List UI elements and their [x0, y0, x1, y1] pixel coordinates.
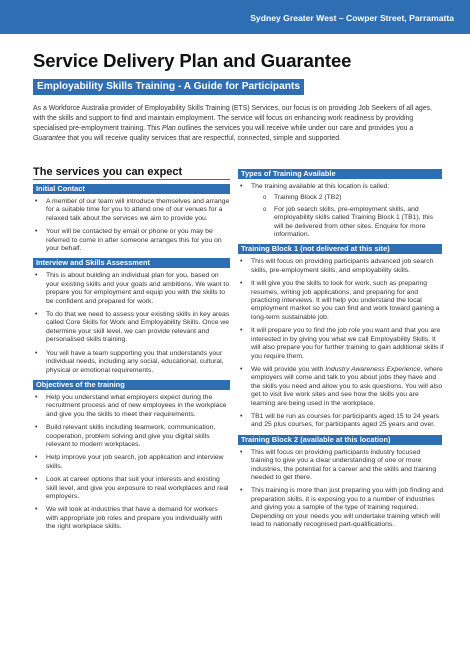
list-item: • You will have a team supporting you that understands your individual needs, including any social, educational, cultural, physical or emotional requirements.: [35, 349, 224, 374]
industry-awareness-term: Industry Awareness Experience: [325, 365, 421, 373]
section-heading-objectives: Objectives of the training: [33, 380, 230, 390]
bullet-icon: •: [240, 327, 243, 335]
intro-paragraph: [33, 104, 443, 144]
intro-guarantee-word: Guarantee: [33, 134, 66, 142]
tb1-list: [238, 258, 444, 429]
bullet-icon: •: [240, 412, 243, 420]
intro-text-3: that you will receive quality services that are respectful, connected, simple and supported.: [65, 134, 341, 142]
list-item: • It will prepare you to find the job role you want and that you are interested in by giving you what we call Employability Skills. It will also prepare you for further training to gain additional skills if you require them.: [240, 327, 444, 360]
bullet-icon: •: [240, 365, 243, 373]
bullet-icon: •: [35, 393, 38, 401]
bullet-icon: •: [240, 280, 243, 288]
list-item: • It will give you the skills to look for work, such as preparing resumes, writing job applications, and preparing for and practicing interviews. It will help you understand the local employment market so you can find and work toward gaining a long-term sustainable job.: [240, 280, 440, 321]
sub-list-item: o Training Block 2 (TB2): [263, 194, 342, 202]
bullet-icon: •: [240, 258, 243, 266]
location-label: Sydney Greater West – Cowper Street, Parramatta: [250, 13, 454, 23]
list-item: • A member of our team will introduce themselves and arrange for a suitable time for you to attend one of our venues for a relaxed talk about the services we aim to provide you.: [35, 198, 230, 222]
circle-bullet-icon: o: [263, 195, 267, 202]
list-item: • The training available at this location is called: o Training Block 2 (TB2) o For job search skills, pre-employment skills, and employability skills called Training Block 1 (TB1), this will be delivered from other sites. Enquire for more information.: [238, 183, 444, 239]
objectives-list: [33, 394, 230, 532]
header-bar: [0, 0, 470, 34]
list-item: • This will focus on providing participants advanced job search skills, pre-employment skills, and employability skills.: [240, 258, 434, 274]
bullet-icon: •: [240, 183, 243, 190]
bullet-icon: •: [35, 454, 38, 462]
section-heading-tb1: Training Block 1 (not delivered at this site): [238, 244, 442, 254]
bullet-icon: •: [35, 272, 38, 280]
bullet-icon: •: [35, 506, 38, 514]
section-heading-interview: Interview and Skills Assessment: [33, 258, 230, 268]
bullet-icon: •: [35, 311, 38, 319]
list-item: • TB1 will be run as courses for participants aged 15 to 24 years and 25 plus courses, for participants aged 25 years and over.: [240, 412, 440, 429]
list-item: • This is about building an individual plan for you, based on your existing skills and your goals and ambitions. We want to prepare you for employment and equip you with the skills to be confident and prepared for work.: [35, 272, 230, 305]
bullet-icon: •: [35, 476, 38, 484]
page-subtitle: Employability Skills Training - A Guide for Participants: [33, 79, 304, 95]
section-heading-tb2: Training Block 2 (available at this location): [238, 435, 442, 445]
intro-plan-word: Plan: [161, 124, 176, 132]
right-column: [238, 166, 444, 534]
list-item: • Your will be contacted by email or phone or you may be referred to come in after someone arranges this for you on your behalf.: [35, 228, 222, 253]
types-sublist: [251, 194, 444, 239]
initial-contact-list: [33, 198, 230, 253]
list-item: • We will look at industries that have a demand for workers with appropriate job roles and prepare you individually with the right workplace skills.: [35, 506, 223, 531]
intro-text-1: As a Workforce Australia provider of Employability Skills Training (ETS) Services, our focus is on providing Job Seekers of all ages, with the skills and support to find and maintain employment. The service will focus on enhancing work readiness by providing specialised pre-employment training. This: [33, 105, 432, 132]
section-heading-initial-contact: Initial Contact: [33, 184, 230, 194]
section-heading-types: Types of Training Available: [238, 169, 442, 179]
list-item: • Help improve your job search, job application and interview skills.: [35, 454, 224, 470]
bullet-icon: •: [35, 424, 38, 432]
bullet-icon: •: [35, 349, 38, 357]
list-item: • This training is more than just preparing you with job finding and preparation skills, it is exposing you to a number of industries and giving you a sample of the type of training required. Depending on your needs you will undertake training which will lead to nationally recognised part-qualifications.: [240, 487, 444, 528]
interview-list: [33, 272, 230, 374]
bullet-icon: •: [240, 487, 243, 495]
list-item: • To do that we need to assess your existing skills in key areas called Core Skills for Work and Employability Skills. Once we determine your skill level, we can provide relevant and personalised skills training.: [35, 311, 230, 344]
bullet-icon: •: [240, 448, 243, 456]
list-item: • Build relevant skills including teamwork, communication, cooperation, problem solving and give you digital skills relevant to modern workplaces.: [35, 424, 216, 448]
list-item: • Help you understand what employers expect during the recruitment process and of new employees in the workplace and give you the skills to meet their requirements.: [35, 393, 227, 418]
intro-text-2: outlines the services you will receive while under our care and provides you a: [175, 124, 414, 132]
list-item: • This will focus on providing participants industry focused training to give you a clear understanding of one or more industries, the potential for a career and the skills and training needed to get there.: [240, 448, 437, 481]
types-list: [238, 183, 444, 239]
page-title: Service Delivery Plan and Guarantee: [33, 50, 352, 71]
services-heading: The services you can expect: [33, 166, 230, 180]
tb2-list: [238, 449, 444, 530]
bullet-icon: •: [35, 228, 38, 236]
list-item: • Look at career options that suit your interests and existing skill level, and give you exposure to real workplaces and real employers.: [35, 476, 229, 500]
sub-list-item: o For job search skills, pre-employment skills, and employability skills called Training Block 1 (TB1), this will be delivered from other sites. Enquire for more information.: [263, 205, 434, 239]
circle-bullet-icon: o: [263, 206, 267, 213]
list-item: • We will provide you with Industry Awareness Experience, where employers will come and talk to you about jobs they have and the skills you need and allow you to ask questions. You will also get to visit live work sites and see how the skills you are learning are being used in the workplace.: [240, 365, 443, 407]
left-column: [33, 160, 230, 537]
bullet-icon: •: [35, 198, 38, 205]
